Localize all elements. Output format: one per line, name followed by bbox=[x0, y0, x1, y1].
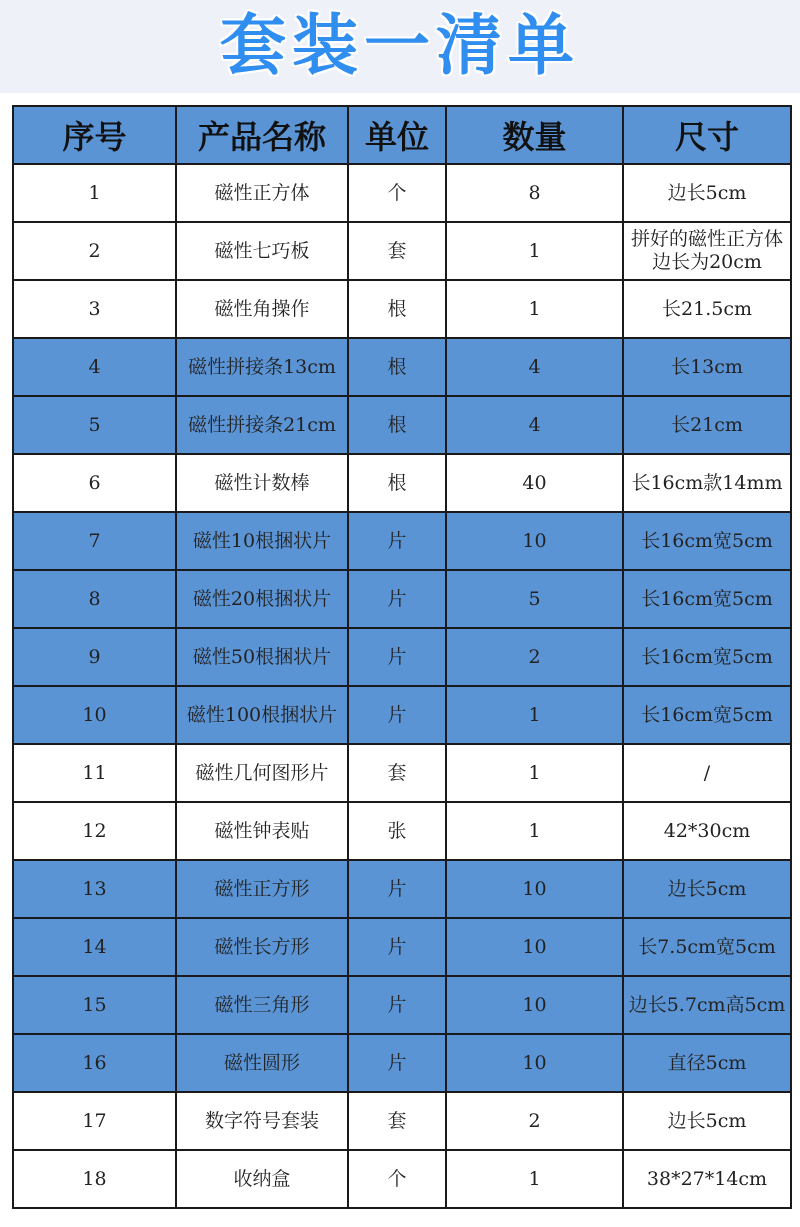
table-row bbox=[13, 628, 791, 686]
qty-cell: 40 bbox=[446, 454, 623, 512]
header-size: 尺寸 bbox=[623, 106, 791, 164]
qty-cell: 8 bbox=[446, 164, 623, 222]
table-row bbox=[13, 222, 791, 280]
name-cell: 磁性20根捆状片 bbox=[176, 570, 348, 628]
unit-cell: 片 bbox=[348, 570, 446, 628]
no-cell: 10 bbox=[13, 686, 176, 744]
product-list-table bbox=[12, 105, 792, 1209]
table-row bbox=[13, 976, 791, 1034]
unit-cell: 套 bbox=[348, 744, 446, 802]
table-row bbox=[13, 338, 791, 396]
qty-cell: 2 bbox=[446, 1092, 623, 1150]
qty-cell: 1 bbox=[446, 802, 623, 860]
no-cell: 12 bbox=[13, 802, 176, 860]
no-cell: 11 bbox=[13, 744, 176, 802]
name-cell: 磁性正方形 bbox=[176, 860, 348, 918]
table-row bbox=[13, 454, 791, 512]
size-cell: 长13cm bbox=[623, 338, 791, 396]
qty-cell: 4 bbox=[446, 396, 623, 454]
table-row bbox=[13, 1150, 791, 1208]
unit-cell: 片 bbox=[348, 1034, 446, 1092]
unit-cell: 片 bbox=[348, 976, 446, 1034]
qty-cell: 1 bbox=[446, 280, 623, 338]
no-cell: 15 bbox=[13, 976, 176, 1034]
size-cell: 长16cm款14mm bbox=[623, 454, 791, 512]
name-cell: 磁性钟表贴 bbox=[176, 802, 348, 860]
unit-cell: 根 bbox=[348, 396, 446, 454]
name-cell: 磁性几何图形片 bbox=[176, 744, 348, 802]
size-cell: 长16cm宽5cm bbox=[623, 628, 791, 686]
name-cell: 磁性长方形 bbox=[176, 918, 348, 976]
name-cell: 磁性拼接条21cm bbox=[176, 396, 348, 454]
table-row bbox=[13, 396, 791, 454]
no-cell: 14 bbox=[13, 918, 176, 976]
qty-cell: 1 bbox=[446, 744, 623, 802]
qty-cell: 1 bbox=[446, 222, 623, 280]
no-cell: 2 bbox=[13, 222, 176, 280]
unit-cell: 片 bbox=[348, 628, 446, 686]
name-cell: 磁性圆形 bbox=[176, 1034, 348, 1092]
table-row bbox=[13, 1092, 791, 1150]
unit-cell: 套 bbox=[348, 1092, 446, 1150]
size-cell: 长7.5cm宽5cm bbox=[623, 918, 791, 976]
no-cell: 6 bbox=[13, 454, 176, 512]
unit-cell: 片 bbox=[348, 918, 446, 976]
table-row bbox=[13, 280, 791, 338]
size-cell: / bbox=[623, 744, 791, 802]
qty-cell: 10 bbox=[446, 512, 623, 570]
size-cell: 38*27*14cm bbox=[623, 1150, 791, 1208]
unit-cell: 套 bbox=[348, 222, 446, 280]
name-cell: 磁性角操作 bbox=[176, 280, 348, 338]
table-row bbox=[13, 860, 791, 918]
qty-cell: 1 bbox=[446, 1150, 623, 1208]
name-cell: 磁性正方体 bbox=[176, 164, 348, 222]
name-cell: 数字符号套装 bbox=[176, 1092, 348, 1150]
unit-cell: 根 bbox=[348, 338, 446, 396]
name-cell: 磁性50根捆状片 bbox=[176, 628, 348, 686]
size-cell: 拼好的磁性正方体边长为20cm bbox=[623, 222, 791, 280]
qty-cell: 10 bbox=[446, 1034, 623, 1092]
unit-cell: 张 bbox=[348, 802, 446, 860]
qty-cell: 1 bbox=[446, 686, 623, 744]
table-row bbox=[13, 744, 791, 802]
name-cell: 磁性三角形 bbox=[176, 976, 348, 1034]
table-row bbox=[13, 686, 791, 744]
size-cell: 边长5.7cm高5cm bbox=[623, 976, 791, 1034]
size-cell: 长16cm宽5cm bbox=[623, 570, 791, 628]
unit-cell: 根 bbox=[348, 454, 446, 512]
table-row bbox=[13, 570, 791, 628]
no-cell: 3 bbox=[13, 280, 176, 338]
no-cell: 9 bbox=[13, 628, 176, 686]
header-unit: 单位 bbox=[348, 106, 446, 164]
header-qty: 数量 bbox=[446, 106, 623, 164]
no-cell: 13 bbox=[13, 860, 176, 918]
table-row bbox=[13, 164, 791, 222]
unit-cell: 根 bbox=[348, 280, 446, 338]
qty-cell: 4 bbox=[446, 338, 623, 396]
table-row bbox=[13, 918, 791, 976]
no-cell: 5 bbox=[13, 396, 176, 454]
name-cell: 磁性10根捆状片 bbox=[176, 512, 348, 570]
unit-cell: 片 bbox=[348, 512, 446, 570]
size-cell: 边长5cm bbox=[623, 1092, 791, 1150]
size-cell: 长21.5cm bbox=[623, 280, 791, 338]
no-cell: 7 bbox=[13, 512, 176, 570]
size-cell: 边长5cm bbox=[623, 860, 791, 918]
no-cell: 8 bbox=[13, 570, 176, 628]
name-cell: 磁性拼接条13cm bbox=[176, 338, 348, 396]
size-cell: 长16cm宽5cm bbox=[623, 686, 791, 744]
size-cell: 直径5cm bbox=[623, 1034, 791, 1092]
size-cell: 长21cm bbox=[623, 396, 791, 454]
name-cell: 磁性计数棒 bbox=[176, 454, 348, 512]
no-cell: 1 bbox=[13, 164, 176, 222]
no-cell: 4 bbox=[13, 338, 176, 396]
unit-cell: 个 bbox=[348, 1150, 446, 1208]
qty-cell: 10 bbox=[446, 860, 623, 918]
name-cell: 磁性七巧板 bbox=[176, 222, 348, 280]
size-cell: 长16cm宽5cm bbox=[623, 512, 791, 570]
table-body bbox=[13, 164, 791, 1208]
name-cell: 磁性100根捆状片 bbox=[176, 686, 348, 744]
no-cell: 16 bbox=[13, 1034, 176, 1092]
header-no: 序号 bbox=[13, 106, 176, 164]
table-header-row bbox=[13, 106, 791, 164]
page-title: 套装一清单 bbox=[220, 7, 580, 84]
unit-cell: 片 bbox=[348, 686, 446, 744]
no-cell: 18 bbox=[13, 1150, 176, 1208]
qty-cell: 2 bbox=[446, 628, 623, 686]
header-name: 产品名称 bbox=[176, 106, 348, 164]
qty-cell: 5 bbox=[446, 570, 623, 628]
name-cell: 收纳盒 bbox=[176, 1150, 348, 1208]
size-cell: 边长5cm bbox=[623, 164, 791, 222]
table-row bbox=[13, 1034, 791, 1092]
table-row bbox=[13, 512, 791, 570]
qty-cell: 10 bbox=[446, 976, 623, 1034]
no-cell: 17 bbox=[13, 1092, 176, 1150]
unit-cell: 片 bbox=[348, 860, 446, 918]
size-cell: 42*30cm bbox=[623, 802, 791, 860]
table-row bbox=[13, 802, 791, 860]
qty-cell: 10 bbox=[446, 918, 623, 976]
unit-cell: 个 bbox=[348, 164, 446, 222]
